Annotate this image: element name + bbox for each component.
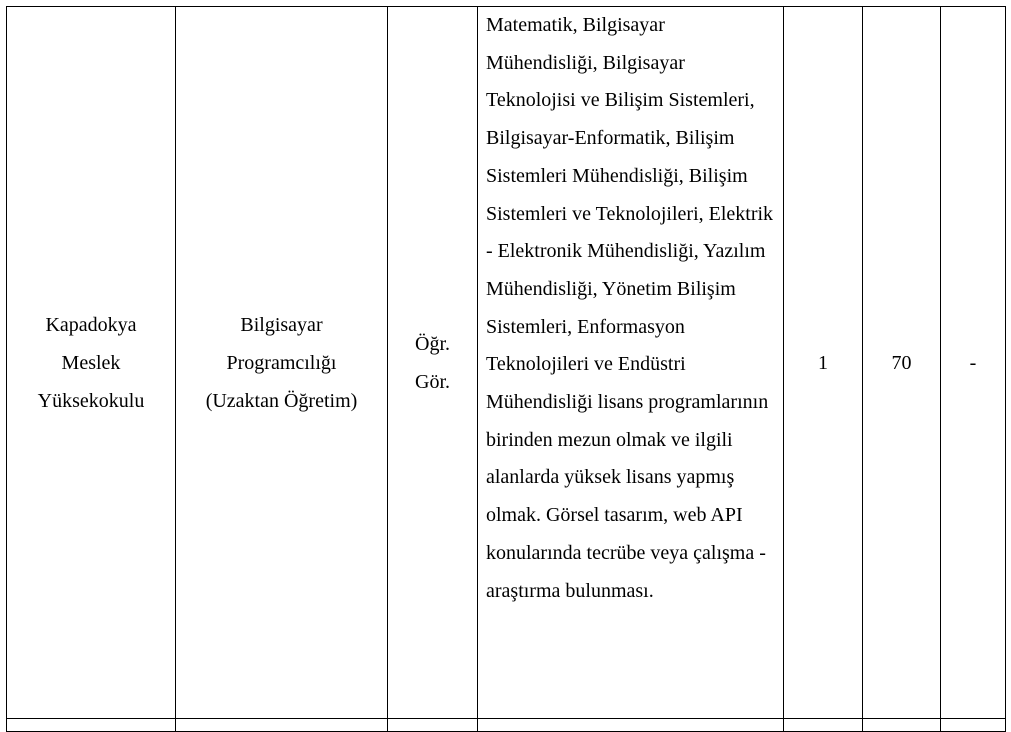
program-line: Programcılığı: [226, 351, 337, 374]
empty-cell: [478, 719, 784, 732]
academic-title: [394, 325, 471, 401]
program-line: Bilgisayar: [240, 313, 323, 336]
empty-cell: [863, 719, 941, 732]
empty-cell: [7, 719, 176, 732]
unit-line: Kapadokya: [45, 313, 137, 336]
empty-cell: [176, 719, 388, 732]
program-cell: [176, 7, 388, 719]
empty-cell: [784, 719, 863, 732]
requirements-cell: [478, 7, 784, 719]
extra-cell: [941, 7, 1006, 719]
title-line: Gör.: [415, 370, 450, 393]
unit-name: [13, 306, 169, 420]
score-cell: [863, 7, 941, 719]
requirements-text: Matematik, Bilgisayar Mühendisliği, Bilgisayar Teknolojisi ve Bilişim Sistemleri, Bilgisayar-Enformatik, Bilişim Sistemleri Mühendisliği, Bilişim Sistemleri ve Teknolojileri, Elektrik - Elektronik Mühendisliği, Yazılım Mühendisliği, Yönetim Bilişim Sistemleri, Enformasyon Teknolojileri ve Endüstri Mühendisliği lisans programlarının birinden mezun olmak ve ilgili alanlarda yüksek lisans yapmış olmak. Görsel tasarım, web API konularında tecrübe veya çalışma - araştırma bulunması.: [486, 14, 774, 602]
unit-line: Meslek: [61, 351, 121, 374]
program-line: (Uzaktan Öğretim): [205, 389, 358, 412]
min-score: 70: [891, 351, 912, 374]
unit-line: Yüksekokulu: [37, 389, 145, 412]
title-cell: [388, 7, 478, 719]
position-count: 1: [818, 351, 828, 374]
program-name: [182, 306, 381, 420]
extra-value: -: [969, 351, 977, 374]
count-cell: [784, 7, 863, 719]
empty-cell: [388, 719, 478, 732]
table-row-next: [7, 719, 1006, 732]
position-table: [6, 6, 1006, 732]
table-row: [7, 7, 1006, 719]
title-line: Öğr.: [415, 332, 450, 355]
unit-cell: [7, 7, 176, 719]
empty-cell: [941, 719, 1006, 732]
